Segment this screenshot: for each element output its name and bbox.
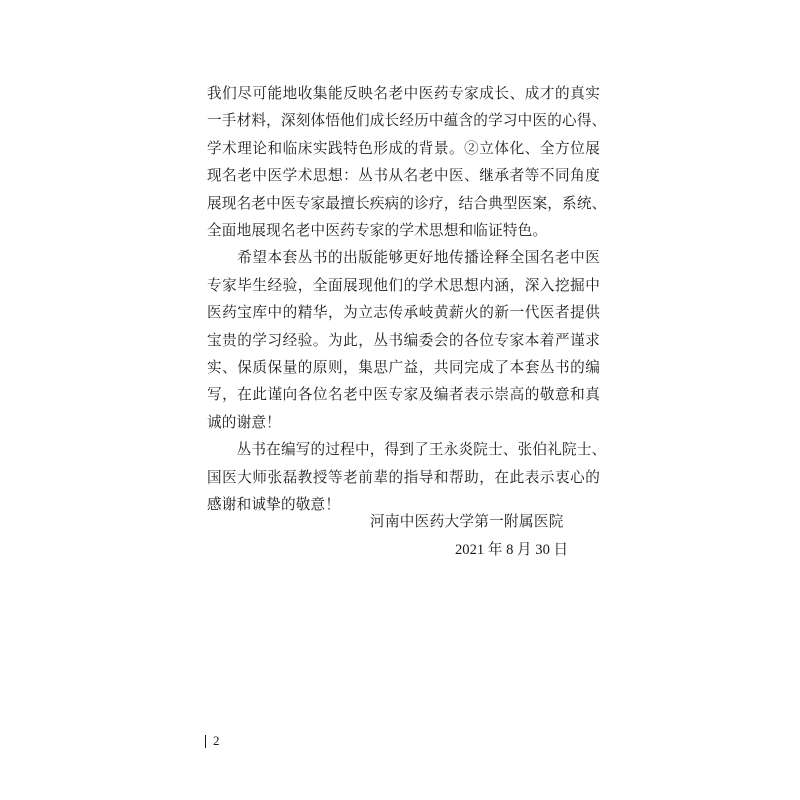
text-line: 我们尽可能地收集能反映名老中医药专家成长、成才的真实 <box>207 85 600 102</box>
paragraph <box>207 244 600 436</box>
text-line: 丛书在编写的过程中，得到了王永炎院士、张伯礼院士、 <box>207 441 607 459</box>
text-line: 一手材料，深刻体悟他们成长经历中蕴含的学习中医的心得、 <box>207 112 607 130</box>
signature-date: 2021 年 8 月 30 日 <box>455 542 569 558</box>
page-number: 2 <box>213 733 220 748</box>
paragraph <box>207 80 607 244</box>
text-line: 希望本套丛书的出版能够更好地传播诠释全国名老中医 <box>207 249 600 267</box>
text-line: 专家毕生经验，全面展现他们的学术思想内涵，深入挖掘中 <box>207 276 600 294</box>
text-line: 现名老中医学术思想：丛书从名老中医、继承者等不同角度 <box>207 167 600 185</box>
footer-divider <box>205 735 206 748</box>
body-text <box>207 80 607 519</box>
signature-organization: 河南中医药大学第一附属医院 <box>370 513 564 530</box>
text-line: 全面地展现名老中医药专家的学术思想和临证特色。 <box>207 222 548 240</box>
text-line: 实、保质保量的原则，集思广益，共同完成了本套丛书的编 <box>207 359 600 377</box>
text-line: 展现名老中医专家最擅长疾病的诊疗，结合典型医案，系统、 <box>207 194 607 212</box>
text-line: 国医大师张磊教授等老前辈的指导和帮助，在此表示衷心的 <box>207 468 600 486</box>
paragraph <box>207 436 607 518</box>
text-line: 感谢和诚挚的敬意！ <box>207 496 341 514</box>
text-line: 医药宝库中的精华，为立志传承岐黄薪火的新一代医者提供 <box>207 304 600 322</box>
text-line: 学术理论和临床实践特色形成的背景。②立体化、全方位展 <box>207 139 600 157</box>
text-line: 宝贵的学习经验。为此，丛书编委会的各位专家本着严谨求 <box>207 331 600 349</box>
text-line: 写，在此谨向各位名老中医专家及编者表示崇高的敬意和真 <box>207 386 600 404</box>
page-footer <box>205 733 220 749</box>
text-line: 诚的谢意！ <box>207 413 281 431</box>
